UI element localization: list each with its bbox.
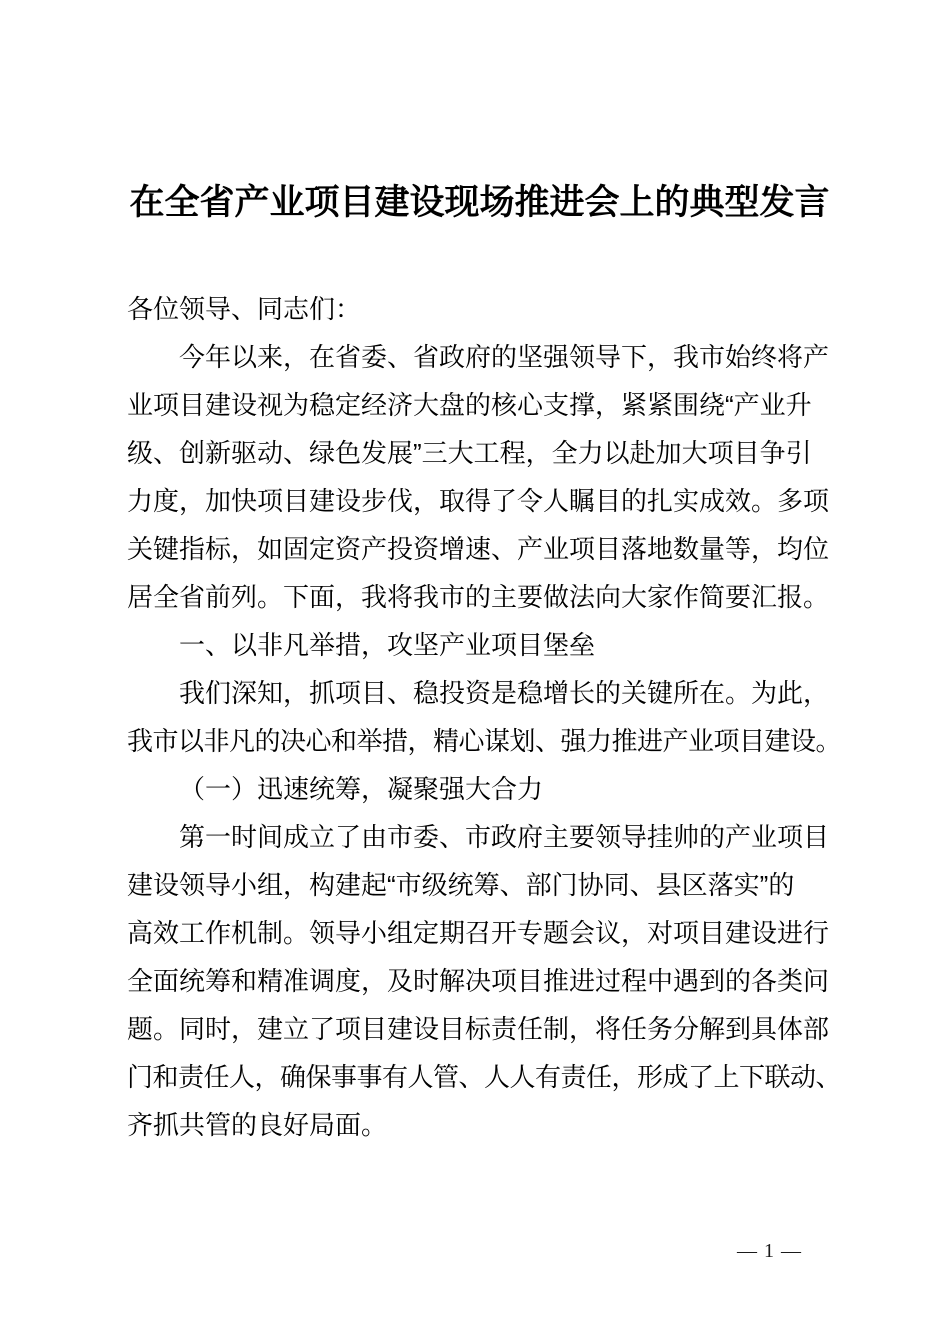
body-text-line: 我们深知，抓项目、稳投资是稳增长的关键所在。为此， — [179, 678, 830, 708]
section-heading: 一、以非凡举措，攻坚产业项目堡垒 — [179, 630, 596, 660]
body-text-line: 级、创新驱动、绿色发展”三大工程，全力以赴加大项目争引 — [127, 438, 812, 468]
body-text-line: 全面统筹和精准调度，及时解决项目推进过程中遇到的各类问 — [127, 966, 830, 996]
body-text-line: 今年以来，在省委、省政府的坚强领导下，我市始终将产 — [179, 342, 830, 372]
body-text-line: 第一时间成立了由市委、市政府主要领导挂帅的产业项目 — [179, 822, 830, 852]
body-text-line: 我市以非凡的决心和举措，精心谋划、强力推进产业项目建设。 — [127, 726, 842, 756]
page-number: — 1 — — [737, 1240, 802, 1262]
body-text-line: 力度，加快项目建设步伐，取得了令人瞩目的扎实成效。多项 — [127, 486, 830, 516]
body-text-line: 高效工作机制。领导小组定期召开专题会议，对项目建设进行 — [127, 918, 830, 948]
body-text-line: 居全省前列。下面，我将我市的主要做法向大家作简要汇报。 — [127, 582, 830, 612]
body-text-line: 门和责任人，确保事事有人管、人人有责任，形成了上下联动、 — [127, 1062, 842, 1092]
subsection-heading: （一）迅速统筹，凝聚强大合力 — [179, 774, 544, 804]
body-text-line: 业项目建设视为稳定经济大盘的核心支撑，紧紧围绕“产业升 — [127, 390, 812, 420]
body-text-line: 关键指标，如固定资产投资增速、产业项目落地数量等，均位 — [127, 534, 830, 564]
body-text-line: 建设领导小组，构建起“市级统筹、部门协同、县区落实”的 — [127, 870, 795, 900]
body-text-line: 题。同时，建立了项目建设目标责任制，将任务分解到具体部 — [127, 1014, 830, 1044]
document-title: 在全省产业项目建设现场推进会上的典型发言 — [129, 183, 830, 222]
document-body — [127, 285, 842, 1149]
salutation-line: 各位领导、同志们： — [127, 294, 362, 324]
body-text-line: 齐抓共管的良好局面。 — [127, 1110, 388, 1140]
